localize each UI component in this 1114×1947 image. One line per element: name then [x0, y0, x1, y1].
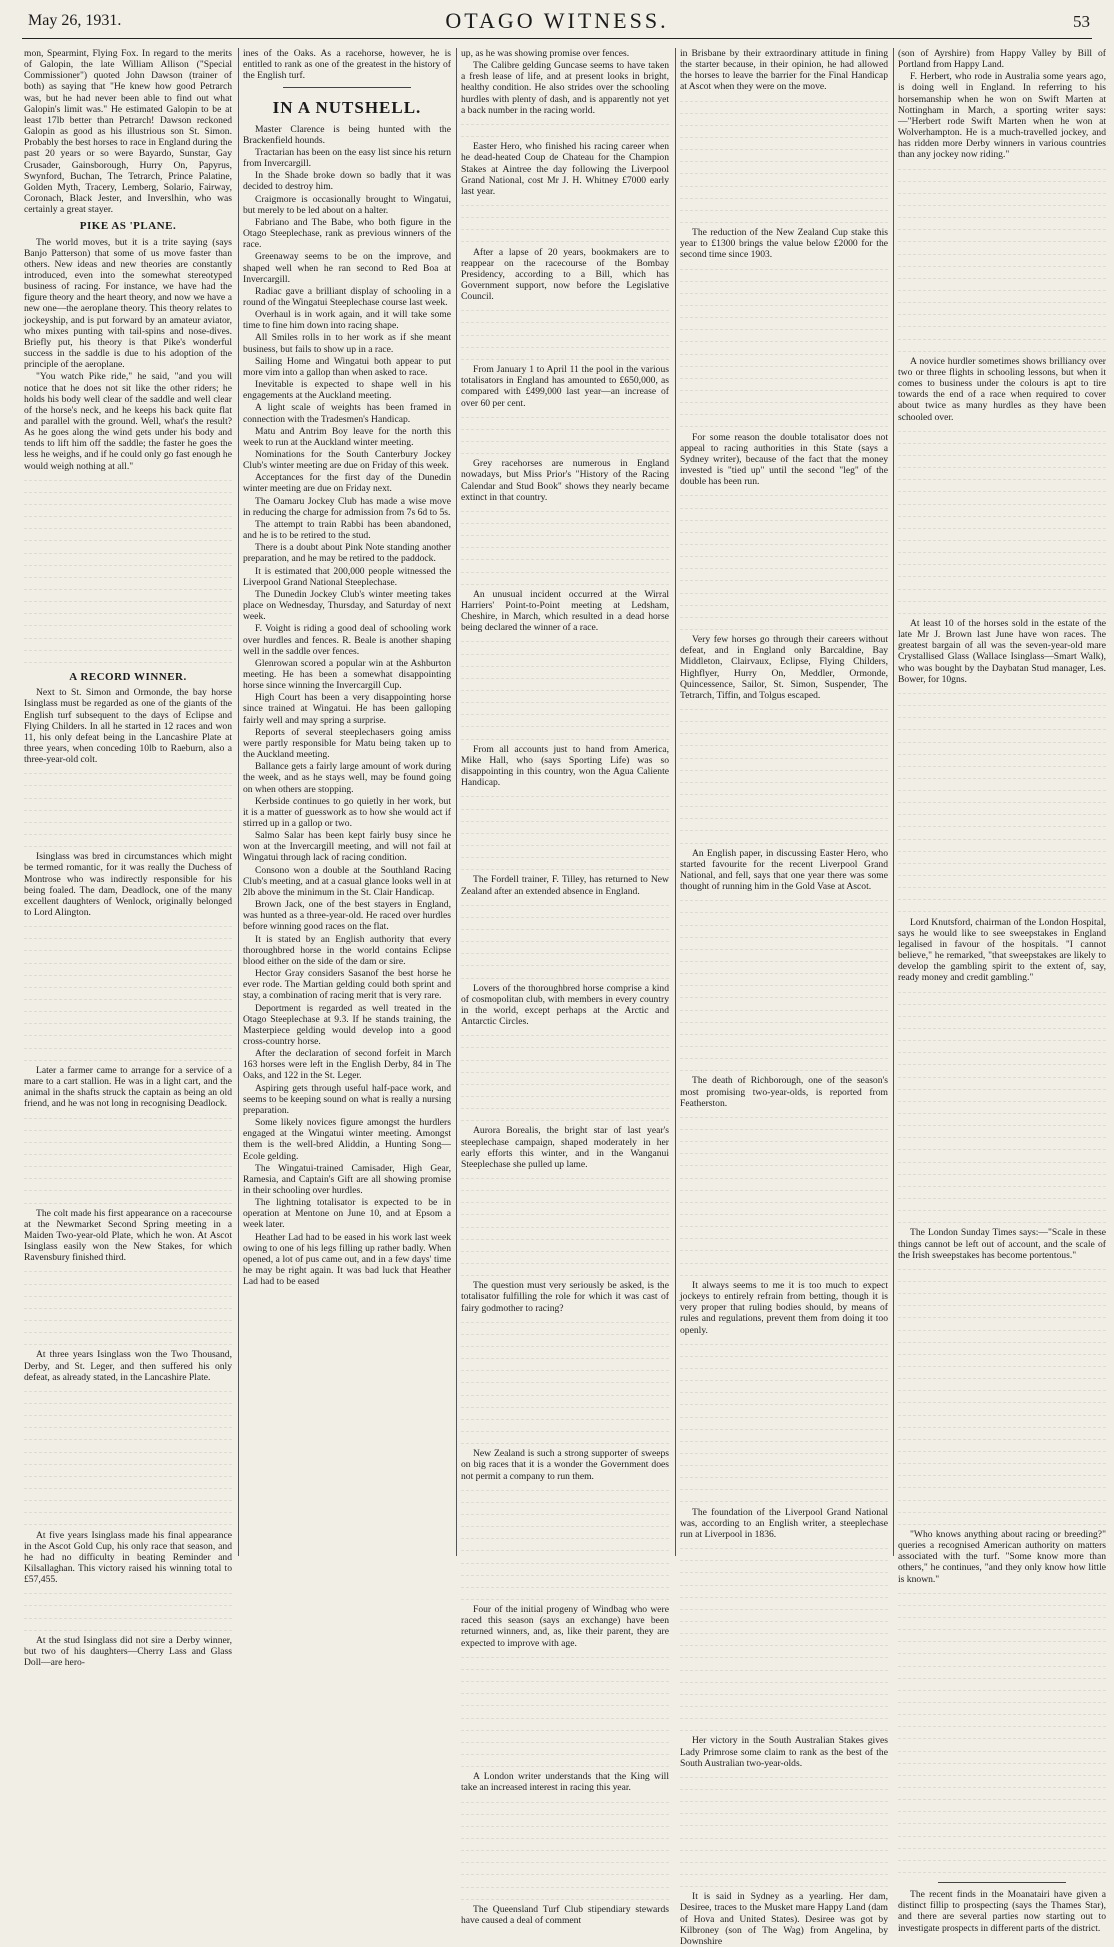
masthead [0, 0, 1114, 46]
masthead-rule [22, 38, 1092, 39]
news-item: The Dunedin Jockey Club's winter meeting takes place on Wednesday, Thursday, and Saturday of next week. [243, 588, 451, 623]
news-item: Nominations for the South Canterbury Jockey Club's winter meeting are due on Friday of this week. [243, 449, 451, 472]
news-item: All Smiles rolls in to her work as if she meant business, but fails to show up in a race. [243, 332, 451, 355]
news-item: From all accounts just to hand from America, Mike Hall, who (says Sporting Life) was so disappointing in this country, won the Agua Caliente Handicap. [461, 743, 669, 789]
news-item: Kerbside continues to go quietly in her work, but it is a matter of guesswork as to how she would act if stirred up in a gallop or two. [243, 795, 451, 829]
news-item: "Who knows anything about racing or breeding?" queries a recognised American authority on matters associated with the turf. "Some know more than others," he continues, "and they only know how little is known." [898, 1528, 1106, 1585]
article-paragraph: The world moves, but it is a trite saying (says Banjo Patterson) that some of us move faster than others. New ideas and new theories are constantly introduced, even into the somewhat stereotyped business of racing. For instance, we have had the figure theory and the heart theory, and now we have a new one—the aeroplane theory. This theory relates to jockeyship, and is put forward by an amateur aviator, who mixes punting with tail-spins and nose-dives. Briefly put, his theory is that Pike's wonderful success in the saddle is due to his adoption of the principle of the aeroplane. [24, 236, 232, 371]
news-item: Matu and Antrim Boy leave for the north this week to run at the Auckland winter meeting. [243, 425, 451, 448]
column-3 [461, 48, 669, 1926]
news-item: The foundation of the Liverpool Grand National was, according to an English writer, a steeplechase run at Liverpool in 1836. [680, 1506, 888, 1540]
section-heading-pike-as-plane: PIKE AS 'PLANE. [79, 220, 177, 233]
news-item: The death of Richborough, one of the season's most promising two-year-olds, is reported from Featherston. [680, 1075, 888, 1109]
column-5 [898, 48, 1106, 1934]
article-paragraph: "You watch Pike ride," he said, "and you will notice that he does not sit like the other riders; he holds his body well clear of the saddle and well clear of the horse's neck, and he keeps his back quite flat and parallel with the ground. Well, what's the result? As he goes along the wind gets under his body and tends to lift him off the saddle; the faster he goes the less he weighs, and if he could only go fast enough he would weigh nothing at all." [24, 371, 232, 472]
column-divider [238, 48, 239, 1556]
section-rule [938, 1882, 1066, 1883]
news-item: Acceptances for the first day of the Dunedin winter meeting are due on Friday next. [243, 472, 451, 495]
news-item: Greenaway seems to be on the improve, and shaped well when he ran second to Red Boa at Invercargill. [243, 251, 451, 285]
news-item: At least 10 of the horses sold in the estate of the late Mr J. Brown last June have won races. The greatest bargain of all was the seven-year-old mare Crystallised Glass (Wallace Isinglass—Smart Walk), who was bought by the Daybatan Stud manager, Les. Bower, for 10gns. [898, 618, 1106, 685]
news-item: Ballance gets a fairly large amount of work during the week, and as he stays well, may be found going on when others are stopping. [243, 761, 451, 795]
news-item: A light scale of weights has been framed in connection with the Tradesmen's Handicap. [243, 402, 451, 425]
news-item: Overhaul is in work again, and it will take some time to fine him down into racing shape. [243, 309, 451, 332]
news-item: From January 1 to April 11 the pool in the various totalisators in England has amounted to £650,000, as compared with £499,000 last year—an increase of over 60 per cent. [461, 364, 669, 409]
news-item: Deportment is regarded as well treated in the Otago Steeplechase at 9.3. If he stands training, the Masterpiece gelding would develop into a good cross-country horse. [243, 1002, 451, 1047]
news-item: The lightning totalisator is expected to be in operation at Mentone on June 10, and at Epsom a week later. [243, 1197, 451, 1231]
news-item: Easter Hero, who finished his racing career when he dead-heated Coup de Chateau for the Champion Stakes at Aintree the day following the Liverpool Grand National, cost Mr J. H. Whitney £7000 early last year. [461, 141, 669, 197]
news-item: up, as he was showing promise over fences. [461, 48, 630, 59]
article-paragraph: The colt made his first appearance on a racecourse at the Newmarket Second Spring meeting in a Maiden Two-year-old Plate, which he won. At Ascot Isinglass easily won the New Stakes, for which Ravensbury finished third. [24, 1207, 232, 1264]
article-paragraph: Isinglass was bred in circumstances which might be termed romantic, for it was really the Duchess of Montrose who was indirectly responsible for his being foaled. The dam, Deadlock, one of the many excellent daughters of Wenlock, originally belonged to Lord Alington. [24, 851, 232, 919]
news-item: The Oamaru Jockey Club has made a wise move in reducing the charge for admission from 7s 6d to 5s. [243, 495, 451, 518]
news-item: Brown Jack, one of the best stayers in England, was hunted as a three-year-old. He raced over hurdles before winning good races on the flat. [243, 899, 451, 933]
news-item: It is estimated that 200,000 people witnessed the Liverpool Grand National Steeplechase. [243, 565, 451, 588]
news-item: The recent finds in the Moanatairi have given a distinct fillip to prospecting (says the Thames Star), and there are several parties now starting out to investigate prospects in different parts of the district. [898, 1889, 1106, 1934]
news-item: Lord Knutsford, chairman of the London Hospital, says he would like to see sweepstakes in England legalised in favour of the hospitals. "I cannot believe," he remarked, "that sweepstakes are likely to develop the gambling spirit to the extent of, say, ready money and credit gambling." [898, 916, 1106, 984]
news-item: After a lapse of 20 years, bookmakers are to reappear on the racecourse of the Bombay Presidency, according to a Bill, which has Government support, now before the Legislative Council. [461, 246, 669, 303]
news-item: There is a doubt about Pink Note standing another preparation, and he may be retired to the paddock. [243, 542, 451, 565]
news-item: Aurora Borealis, the bright star of last year's steeplechase campaign, shaped moderately in her early efforts this winter, and in the Wanganui Steeplechase she pulled up lame. [461, 1125, 669, 1170]
news-item: For some reason the double totalisator does not appeal to racing authorities in this State (says a Sydney writer), because of the fact that the money invested is "tied up" until the second "leg" of the double has been run. [680, 431, 888, 488]
news-item: Glenrowan scored a popular win at the Ashburton meeting. He has been a somewhat disappointing horse since winning the Invercargill Cup. [243, 657, 451, 692]
news-item: After the declaration of second forfeit in March 163 horses were left in the English Derby, 84 in The Oaks, and 122 in the St. Leger. [243, 1048, 451, 1082]
news-item: The attempt to train Rabbi has been abandoned, and he is to be retired to the stud. [243, 518, 451, 542]
column-divider [675, 48, 676, 1556]
news-item: Grey racehorses are numerous in England nowadays, but Miss Prior's "History of the Racing Calendar and Stud Book" shows they nearly became extinct in that country. [461, 458, 669, 503]
news-item: Lovers of the thoroughbred horse comprise a kind of cosmopolitan club, with members in every country in the world, except perhaps at the Arctic and Antarctic Circles. [461, 982, 669, 1028]
news-item: It is stated by an English authority that every thoroughbred horse in the world contains Eclipse blood either on the side of the dam or sire. [243, 933, 451, 967]
news-item: Hector Gray considers Sasanof the best horse he ever rode. The Martian gelding could both sprint and stay, a combination of racing merit that is very rare. [243, 968, 451, 1002]
news-item: in Brisbane by their extraordinary attitude in fining the starter because, in their opinion, he had allowed the horses to leave the barrier for the Final Handicap at Ascot when they were on the move. [680, 48, 888, 93]
news-item: Four of the initial progeny of Windbag who were raced this season (says an exchange) have been returned winners, and, as, like their parent, they are expected to improve with age. [461, 1604, 669, 1649]
news-item: Inevitable is expected to shape well in his engagements at the Auckland meeting. [243, 379, 451, 402]
news-item: Aspiring gets through useful half-pace work, and seems to be keeping sound on what is really a nursing preparation. [243, 1082, 451, 1116]
article-paragraph: ines of the Oaks. As a racehorse, however, he is entitled to rank as one of the greatest in the history of the English turf. [243, 48, 451, 82]
article-paragraph: At three years Isinglass won the Two Thousand, Derby, and St. Leger, and then suffered his only defeat, as already stated, in the Lancashire Plate. [24, 1349, 232, 1383]
news-item: It always seems to me it is too much to expect jockeys to entirely refrain from betting, though it is very proper that ruling bodies should, by means of rules and regulations, prevent them from doing it too openly. [680, 1279, 888, 1336]
news-item: F. Herbert, who rode in Australia some years ago, is doing well in England. In referring to his horsemanship when he won on Swift Marten at Nottingham in March, a sporting writer says:—"Herbert rode Swift Marten when he won at Wolverhampton. He is a much-travelled jockey, and has ridden more Derby winners in various countries than any jockey now riding." [898, 71, 1106, 161]
section-heading-in-a-nutshell: IN A NUTSHELL. [272, 98, 422, 118]
news-item: The reduction of the New Zealand Cup stake this year to £1300 brings the value below £2000 for the second time since 1903. [680, 227, 888, 261]
news-item: In the Shade broke down so badly that it was decided to destroy him. [243, 170, 451, 193]
article-paragraph: At five years Isinglass made his final appearance in the Ascot Gold Cup, his only race that season, and he had no difficulty in beating Reminder and Kilsallaghan. This victory raised his winning total to £57,455. [24, 1529, 232, 1586]
section-heading-record-winner: A RECORD WINNER. [69, 671, 187, 684]
news-item: Heather Lad had to be eased in his work last week owing to one of his legs filling up rather badly. When opened, a lot of pus came out, and in a few days' time he may be right again. It was bad luck that Heather Lad had to be eased [243, 1231, 451, 1288]
article-paragraph: At the stud Isinglass did not sire a Derby winner, but two of his daughters—Cherry Lass and Glass Doll—are hero- [24, 1634, 232, 1669]
news-item: Consono won a double at the Southland Racing Club's meeting, and at a casual glance looks well in at 2lb above the minimum in the St. Clair Handicap. [243, 864, 451, 898]
issue-date: May 26, 1931. [28, 12, 122, 29]
column-4 [680, 48, 888, 1947]
news-item: High Court has been a very disappointing horse since trained at Wingatui. He has been galloping fairly well and may spring a surprise. [243, 692, 451, 726]
column-divider [456, 48, 457, 1556]
news-item: An English paper, in discussing Easter Hero, who started favourite for the recent Liverpool Grand National, and fell, says that one year there was some thought of running him in the Gold Vase at Ascot. [680, 847, 888, 893]
column-2 [243, 48, 451, 1556]
news-item: A novice hurdler sometimes shows brilliancy over two or three flights in schooling lessons, but when it comes to business under the colours is apt to tire towards the end of a race when required to cover about twice as many hurdles as they have been schooled over. [898, 355, 1106, 423]
news-item: Tractarian has been on the easy list since his return from Invercargill. [243, 146, 451, 170]
page-number: 53 [1073, 12, 1090, 31]
section-rule [283, 87, 411, 88]
article-paragraph: mon, Spearmint, Flying Fox. In regard to the merits of Galopin, the late William Allison ("Special Commissioner") quoted John Dawson (trainer of both) as saying that "He knew how good Petrarch was, but he had never been able to find out what Galopin's limit was." He estimated Galopin to be at least 17lb better than Petrarch! Dawson reckoned Galopin as good as his illustrious son St. Simon. Probably the best horses to race in England during the past 20 years or so were Bayardo, Sunstar, Gay Crusader, Gainsborough, Hurry On, Papyrus, Swynford, Buchan, The Tetrarch, Prince Palatine, Golden Myth, Tracery, Lemberg, Solario, Fairway, Coronach, Black Jester, and Inverslhin, who was certainly a great stayer. [24, 48, 232, 216]
column-divider [893, 48, 894, 1556]
news-item: It is said in Sydney as a yearling. Her dam, Desiree, traces to the Musket mare Happy Land (dam of Hova and United States). Desiree was got by Kilbroney (son of The Wag) from Angelina, by Downshire [680, 1891, 888, 1947]
news-item: Her victory in the South Australian Stakes gives Lady Primrose some claim to rank as the best of the South Australian two-year-olds. [680, 1735, 888, 1769]
news-item: Master Clarence is being hunted with the Brackenfield hounds. [243, 123, 451, 146]
newspaper-title: OTAGO WITNESS. [445, 8, 669, 33]
news-item: Sailing Home and Wingatui both appear to put more vim into a gallop than when asked to race. [243, 355, 451, 378]
news-item: Craigmore is occasionally brought to Wingatui, but merely to be led about on a halter. [243, 193, 451, 216]
article-paragraph: Later a farmer came to arrange for a service of a mare to a cart stallion. He was in a light cart, and the animal in the shafts struck the captain as being an old friend, and he was not long in recognising Deadlock. [24, 1064, 232, 1110]
news-item: The Calibre gelding Guncase seems to have taken a fresh lease of life, and at present looks in bright, healthy condition. He also strides over the schooling hurdles with plenty of dash, and is apparently not yet a back number in the racing world. [461, 60, 669, 116]
news-item: Salmo Salar has been kept fairly busy since he won at the Invercargill meeting, and will not fail at Wingatui through lack of racing condition. [243, 830, 451, 864]
news-item: The question must very seriously be asked, is the totalisator fulfilling the role for which it was cast of fairy godmother to racing? [461, 1280, 669, 1314]
news-item: Fabriano and The Babe, who both figure in the Otago Steeplechase, rank as previous winners of the race. [243, 216, 451, 251]
news-item: New Zealand is such a strong supporter of sweeps on big races that it is a wonder the Government does not permit a company to run them. [461, 1448, 669, 1482]
news-item: (son of Ayrshire) from Happy Valley by Bill of Portland from Happy Land. [898, 48, 1106, 71]
news-item: The Fordell trainer, F. Tilley, has returned to New Zealand after an extended absence in England. [461, 874, 669, 897]
news-item: Radiac gave a brilliant display of schooling in a round of the Wingatui Steeplechase course last week. [243, 285, 451, 308]
column-1 [24, 48, 232, 1669]
article-paragraph: Next to St. Simon and Ormonde, the bay horse Isinglass must be regarded as one of the giants of the English turf subsequent to the days of Eclipse and Flying Childers. In all he started in 12 races and won 11, his only defeat being in the Lancashire Plate at three years, when conceding 10lb to Raeburn, also a three-year-old colt. [24, 687, 232, 766]
news-item: Very few horses go through their careers without defeat, and in England only Barcaldine, Bay Middleton, Clairvaux, Eclipse, Flying Childers, Highflyer, Hurry On, Meddler, Ormonde, Quincessence, Sailor, St. Simon, Suspender, The Tetrarch, Tiffin, and Tolgus escaped. [680, 634, 888, 701]
news-item: The Queensland Turf Club stipendiary stewards have caused a deal of comment [461, 1903, 669, 1926]
news-item: An unusual incident occurred at the Wirral Harriers' Point-to-Point meeting at Ledsham, Cheshire, in March, which resulted in a dead horse being declared the winner of a race. [461, 588, 669, 634]
news-item: A London writer understands that the King will take an increased interest in racing this year. [461, 1771, 669, 1794]
news-item: The Wingatui-trained Camisader, High Gear, Ramesia, and Captain's Gift are all showing promise in their schooling over hurdles. [243, 1162, 451, 1196]
news-item: The London Sunday Times says:—"Scale in these things cannot be left out of account, and the scale of the Irish sweepstakes has become portentous." [898, 1227, 1106, 1261]
news-item: Reports of several steeplechasers going amiss were partly responsible for Matu being taken up to the Auckland meeting. [243, 726, 451, 761]
news-item: Some likely novices figure amongst the hurdlers engaged at the Wingatui winter meeting. Amongst them is the well-bred Aliddin, a Hunting Song—Ecole gelding. [243, 1117, 451, 1162]
news-item: F. Voight is riding a good deal of schooling work over hurdles and fences. R. Beale is another shaping well in the saddle over fences. [243, 623, 451, 657]
